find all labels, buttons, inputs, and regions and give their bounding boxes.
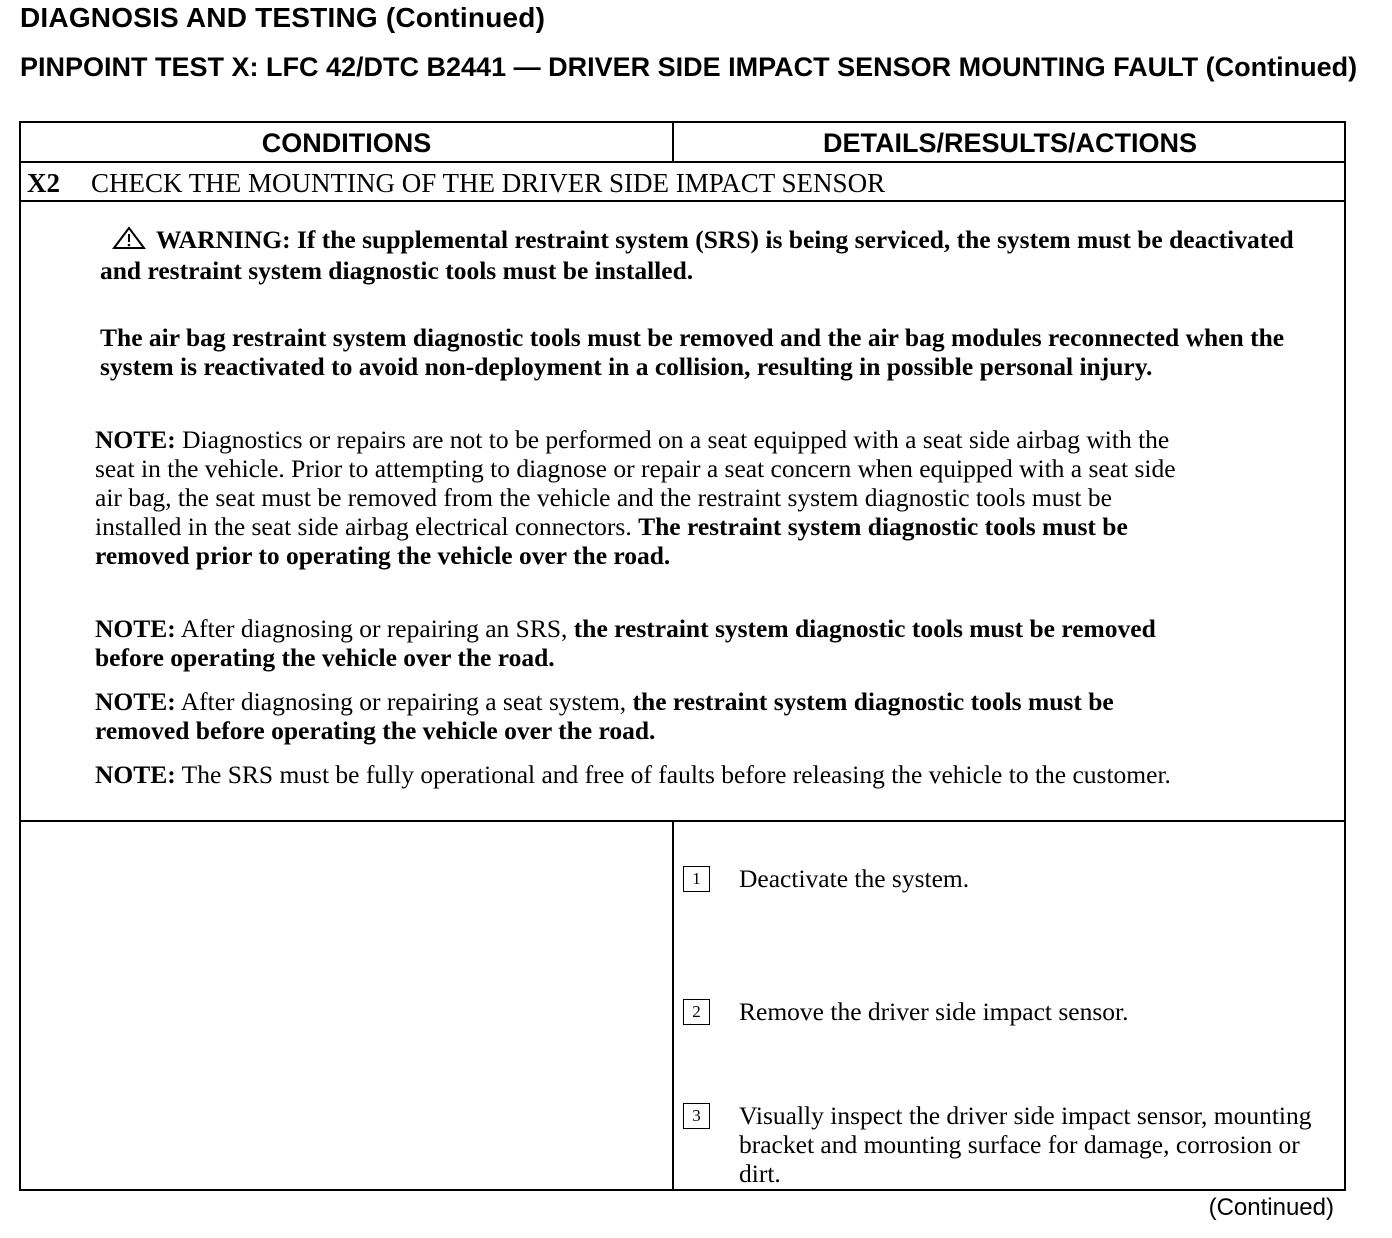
header-divider [21, 161, 1344, 163]
note-bold-text: the restraint system diagnostic tools must be removed before operating the vehicle over the road. [95, 614, 1156, 672]
note-4 [95, 760, 1195, 789]
step-number-box: 3 [683, 1103, 710, 1129]
note-1 [95, 425, 1195, 570]
warning-text: WARNING: If the supplemental restraint system (SRS) is being serviced, the system must be deactivated and restraint system diagnostic tools must be installed. [100, 225, 1294, 285]
note-3 [95, 687, 1195, 745]
step-number-box: 2 [683, 999, 710, 1025]
note-text: After diagnosing or repairing an SRS, [175, 614, 574, 643]
notes-divider [21, 820, 1344, 822]
column-header-details: DETAILS/RESULTS/ACTIONS [822, 128, 1197, 158]
note-bold-text: The restraint system diagnostic tools must be removed prior to operating the vehicle over the road. [95, 512, 1128, 570]
note-2 [95, 614, 1195, 672]
note-text: After diagnosing or repairing a seat system, [175, 687, 633, 716]
note-label: NOTE: [95, 760, 176, 789]
step-title: CHECK THE MOUNTING OF THE DRIVER SIDE IMPACT SENSOR [91, 168, 886, 198]
continued-footer: (Continued) [1208, 1194, 1334, 1221]
warning-triangle-icon [112, 226, 146, 256]
step-number-box: 1 [683, 866, 710, 892]
step-id: X2 [27, 168, 60, 198]
note-label: NOTE: [95, 687, 176, 716]
action-text: Visually inspect the driver side impact sensor, mounting bracket and mounting surface for damage, corrosion or dirt. [739, 1101, 1312, 1188]
pinpoint-test-title: PINPOINT TEST X: LFC 42/DTC B2441 — DRIVER SIDE IMPACT SENSOR MOUNTING FAULT (Continued) [20, 52, 1358, 82]
column-header-conditions: CONDITIONS [261, 128, 432, 158]
note-bold-text: the restraint system diagnostic tools must be removed before operating the vehicle over the road. [95, 687, 1114, 745]
note-text: Diagnostics or repairs are not to be performed on a seat equipped with a seat side airbag with the seat in the vehicle. Prior to attempting to diagnose or repair a seat concern when equipped with a seat side air bag, the seat must be removed from the vehicle and the restraint system diagnostic tools must be installed in the seat side airbag electrical connectors. [95, 425, 1176, 541]
warning-block [100, 225, 1300, 285]
column-divider-header [672, 123, 674, 161]
step-divider [21, 200, 1344, 202]
warning-text-2: The air bag restraint system diagnostic tools must be removed and the air bag modules reconnected when the system is reactivated to avoid non-deployment in a collision, resulting in possible personal injury. [100, 323, 1285, 381]
action-text: Deactivate the system. [739, 864, 970, 893]
action-text: Remove the driver side impact sensor. [739, 997, 1129, 1026]
note-label: NOTE: [95, 614, 176, 643]
step-row [27, 167, 885, 199]
note-label: NOTE: [95, 425, 176, 454]
pinpoint-test-table [19, 121, 1346, 1191]
note-text: The SRS must be fully operational and free of faults before releasing the vehicle to the customer. [175, 760, 1171, 789]
page-heading: DIAGNOSIS AND TESTING (Continued) [20, 2, 546, 33]
column-divider-body [672, 820, 674, 1191]
